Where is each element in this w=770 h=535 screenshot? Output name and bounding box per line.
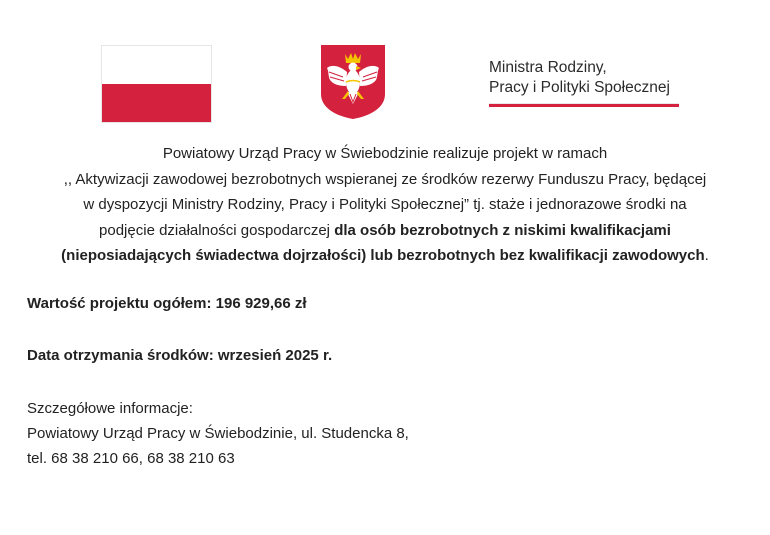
- ministry-name-line2: Pracy i Polityki Społecznej: [489, 79, 670, 96]
- target-group-emphasis: (nieposiadających świadectwa dojrzałości) lub bezrobotnych bez kwalifikacji zawodowych: [61, 247, 705, 264]
- office-phone: tel. 68 38 210 66, 68 38 210 63: [27, 450, 235, 467]
- project-description: [20, 141, 750, 269]
- details-heading: Szczegółowe informacje:: [27, 400, 193, 417]
- ministry-name-line1: Ministra Rodziny,: [489, 59, 607, 76]
- intro-text: podjęcie działalności gospodarczej: [99, 221, 335, 239]
- flag-white-stripe: [102, 46, 211, 84]
- ministry-logo: [489, 58, 689, 107]
- intro-line: w dyspozycji Ministry Rodziny, Pracy i Polityki Społecznej” tj. staże i jednorazowe środki na: [83, 196, 687, 213]
- contact-details: [27, 396, 409, 471]
- office-address: Powiatowy Urząd Pracy w Świebodzinie, ul. Studencka 8,: [27, 425, 409, 442]
- polish-white-eagle-emblem-icon: [320, 44, 386, 120]
- flag-red-stripe: [102, 84, 211, 122]
- ministry-flag-bar: [489, 102, 679, 107]
- polish-flag-icon: [101, 45, 212, 123]
- funding-date: Data otrzymania środków: wrzesień 2025 r.: [27, 347, 333, 364]
- intro-line: ,, Aktywizacji zawodowej bezrobotnych wspieranej ze środków rezerwy Funduszu Pracy, będącej: [63, 170, 707, 188]
- project-value: Wartość projektu ogółem: 196 929,66 zł: [27, 295, 307, 312]
- intro-line: [20, 218, 750, 244]
- target-group-emphasis: dla osób bezrobotnych z niskimi kwalifikacjami: [334, 221, 671, 239]
- logos-header: [0, 0, 770, 130]
- intro-line: Powiatowy Urząd Pracy w Świebodzinie realizuje projekt w ramach: [162, 145, 608, 162]
- intro-line: [20, 243, 750, 269]
- intro-text: .: [704, 247, 709, 264]
